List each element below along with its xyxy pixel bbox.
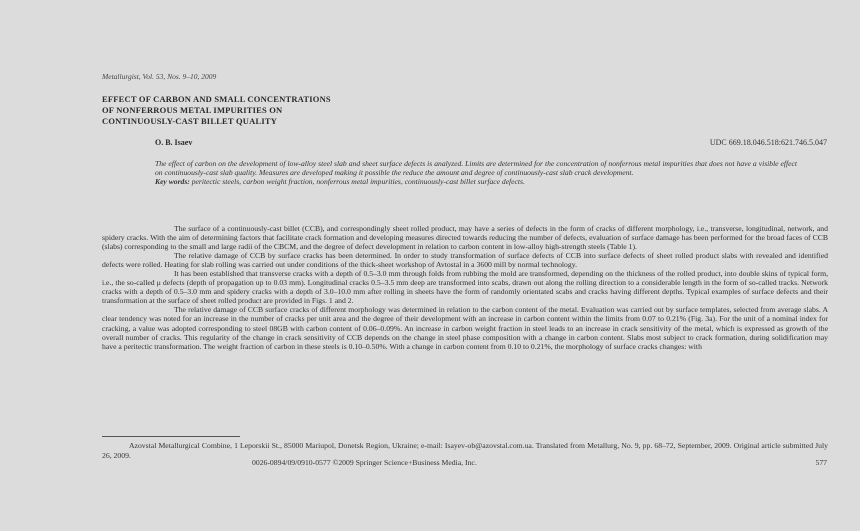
page-number: 577 xyxy=(815,458,827,467)
udc-code: UDC 669.18.046.518:621.746.5.047 xyxy=(709,138,827,147)
copyright-line: 0026-0894/09/0910-0577 ©2009 Springer Science+Business Media, Inc. xyxy=(252,458,477,467)
abstract-text: The effect of carbon on the development of low-alloy steel slab and sheet surface defects is analyzed. Limits are determined for the concentration of nonferrous metal impurities that does not have a visible effect on continuously-cast slab quality. Measures are developed making it possible the reduce the amount and degree of continuously-cast slab crack development. xyxy=(155,159,797,178)
footnote-text: Azovstal Metallurgical Combine, 1 Leporskii St., 85000 Mariupol, Donetsk Region, Ukraine; e-mail: Isayev-ob@azovstal.com.ua. Translated from Metallurg, No. 9, pp. 68–72, September, 2009. Original article submitted July 26, 2009. xyxy=(102,441,828,460)
body-paragraph: The surface of a continuously-cast billet (CCB), and correspondingly sheet rolled product, may have a series of defects in the form of cracks of different morphology, i.e., transverse, longitudinal, network, and spidery cracks. With the aim of determining factors that facilitate crack formation and developing measures directed towards reducing the number of defects, evaluation of surface damage has been performed for the broad faces of CCB (slabs) corresponding to the small and large radii of the CBCM, and the degree of defect development in relation to carbon content in low-alloy high-strength steels (Table 1). xyxy=(102,224,828,252)
keywords-text: peritectic steels, carbon weight fraction, nonferrous metal impurities, continuously-cast billet surface defects. xyxy=(191,177,525,187)
body-paragraph: The relative damage of CCB by surface cracks has been determined. In order to study transformation of surface defects of CCB into surface defects of sheet rolled product slabs with revealed and identified defects were rolled. Heating for slab rolling was carried out under conditions of the thick-sheet workshop of Avtostal in a 3600 mill by normal technology. xyxy=(102,251,828,270)
author-name: O. B. Isaev xyxy=(155,138,193,147)
title-line-3: CONTINUOUSLY-CAST BILLET QUALITY xyxy=(102,116,278,126)
abstract xyxy=(155,159,797,187)
title-line-1: EFFECT OF CARBON AND SMALL CONCENTRATIONS xyxy=(102,94,331,104)
title-line-2: OF NONFERROUS METAL IMPURITIES ON xyxy=(102,105,283,115)
body-paragraph: The relative damage of CCB surface cracks of different morphology was determined in relation to the carbon content of the metal. Evaluation was carried out by surface templates, selected from average slabs. A clear tendency was noted for an increase in the number of cracks per unit area and the degree of their development with an increase in carbon content within the limits from 0.07 to 0.21% (Fig. 3a). For the unit of a nominal index for cracking, a value was adopted corresponding to steel 08GB with carbon content of 0.06–0.09%. An increase in carbon weight fraction in steel leads to an increase in crack sensitivity of the metal, which is expressed as growth of the overall number of cracks. This regularity of the change in crack sensitivity of CCB depends on the change in steel phase composition with a change in carbon content. Slabs most subject to crack formation, during solidification may have a peritectic transformation. The weight fraction of carbon in these steels is 0.10–0.50%. With a change in carbon content from 0.10 to 0.21%, the morphology of surface cracks changes: with xyxy=(102,305,828,351)
article-body xyxy=(102,224,828,351)
article-title xyxy=(102,94,331,127)
body-paragraph: It has been established that transverse cracks with a depth of 0.5–3.0 mm through folds from rubbing the mold are transformed, depending on the thickness of the rolled product, into double skins of typical form, i.e., the so-called μ defects (depth of propagation up to 0.03 mm). Longitudinal cracks 0.5–3.5 mm deep are transformed into scabs, drawn out along the rolling direction to a considerable length in the form of so-called tracks. Network cracks with a depth of 0.5–3.0 mm and spidery cracks with a depth of 3.0–10.0 mm after rolling in sheets have the form of randomly orientated scabs and cracks having different depths. Typical examples of surface defects and their transformation at the surface of sheet rolled product are provided in Figs. 1 and 2. xyxy=(102,269,828,306)
keywords-label: Key words: xyxy=(155,177,190,187)
footnote-divider xyxy=(102,436,240,437)
journal-header: Metallurgist, Vol. 53, Nos. 9–10, 2009 xyxy=(102,72,217,81)
